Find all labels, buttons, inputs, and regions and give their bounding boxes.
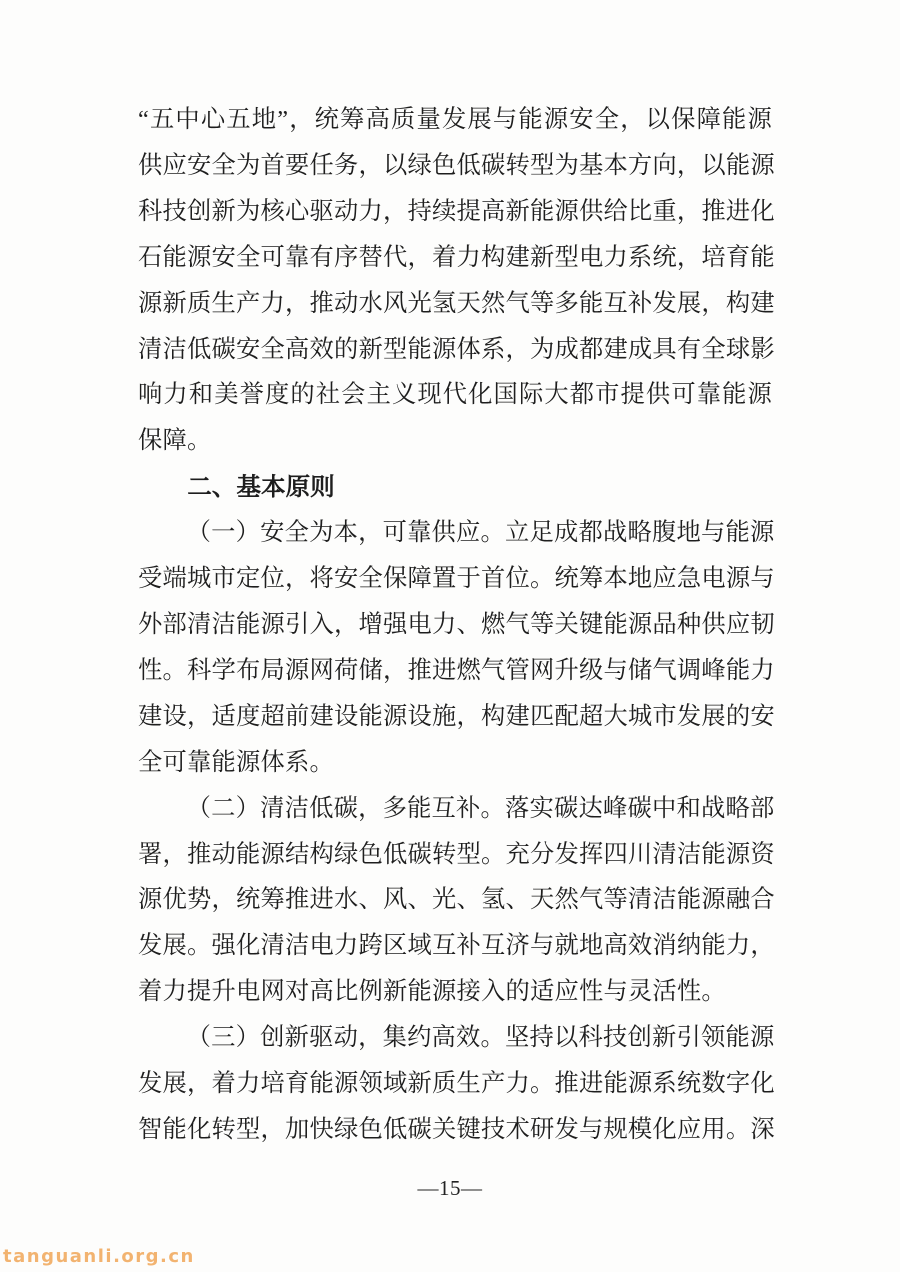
text-line: 署，推动能源结构绿色低碳转型。充分发挥四川清洁能源资: [138, 840, 775, 868]
text-line: 建设，适度超前建设能源设施，构建匹配超大城市发展的安: [138, 702, 775, 730]
text-line: 保障。: [138, 427, 212, 455]
text-line: 发展。强化清洁电力跨区域互补互济与就地高效消纳能力，: [138, 932, 775, 960]
text-line: 受端城市定位，将安全保障置于首位。统筹本地应急电源与: [138, 565, 775, 593]
text-line: （三）创新驱动，集约高效。坚持以科技创新引领能源: [186, 1024, 775, 1052]
text-line: 科技创新为核心驱动力，持续提高新能源供给比重，推进化: [138, 197, 775, 225]
text-line: 外部清洁能源引入，增强电力、燃气等关键能源品种供应韧: [138, 610, 775, 638]
section: [138, 464, 772, 510]
page-number: —15—: [417, 1176, 483, 1200]
text-line: 发展，着力培育能源领域新质生产力。推进能源系统数字化: [138, 1070, 775, 1098]
paragraph: [138, 97, 775, 464]
paragraph: [138, 786, 775, 1016]
text-line: 性。科学布局源网荷储，推进燃气管网升级与储气调峰能力: [138, 656, 775, 684]
text-line: 清洁低碳安全高效的新型能源体系，为成都建成具有全球影: [138, 335, 775, 363]
text-line: 源优势，统筹推进水、风、光、氢、天然气等清洁能源融合: [138, 886, 775, 914]
watermark: tanguanli.org.cn: [3, 1246, 195, 1267]
text-line: 响力和美誉度的社会主义现代化国际大都市提供可靠能源: [138, 381, 772, 409]
paragraph: [138, 1015, 775, 1153]
text-line: “五中心五地”，统筹高质量发展与能源安全，以保障能源: [138, 106, 772, 133]
text-line: 供应安全为首要任务，以绿色低碳转型为基本方向，以能源: [138, 151, 775, 179]
section-heading: 二、基本原则: [187, 472, 335, 502]
text-line: （二）清洁低碳，多能互补。落实碳达峰碳中和战略部: [186, 794, 775, 822]
text-line: 着力提升电网对高比例新能源接入的适应性与灵活性。: [138, 978, 726, 1006]
text-line: 石能源安全可靠有序替代，着力构建新型电力系统，培育能: [138, 243, 775, 271]
text-line: （一）安全为本，可靠供应。立足成都战略腹地与能源: [186, 519, 775, 547]
text-line: 智能化转型，加快绿色低碳关键技术研发与规模化应用。深: [138, 1115, 775, 1143]
text-block: [138, 97, 775, 1153]
text-line: 源新质生产力，推动水风光氢天然气等多能互补发展，构建: [138, 289, 775, 317]
text-line: 全可靠能源体系。: [138, 748, 334, 776]
paragraph: [138, 510, 775, 785]
